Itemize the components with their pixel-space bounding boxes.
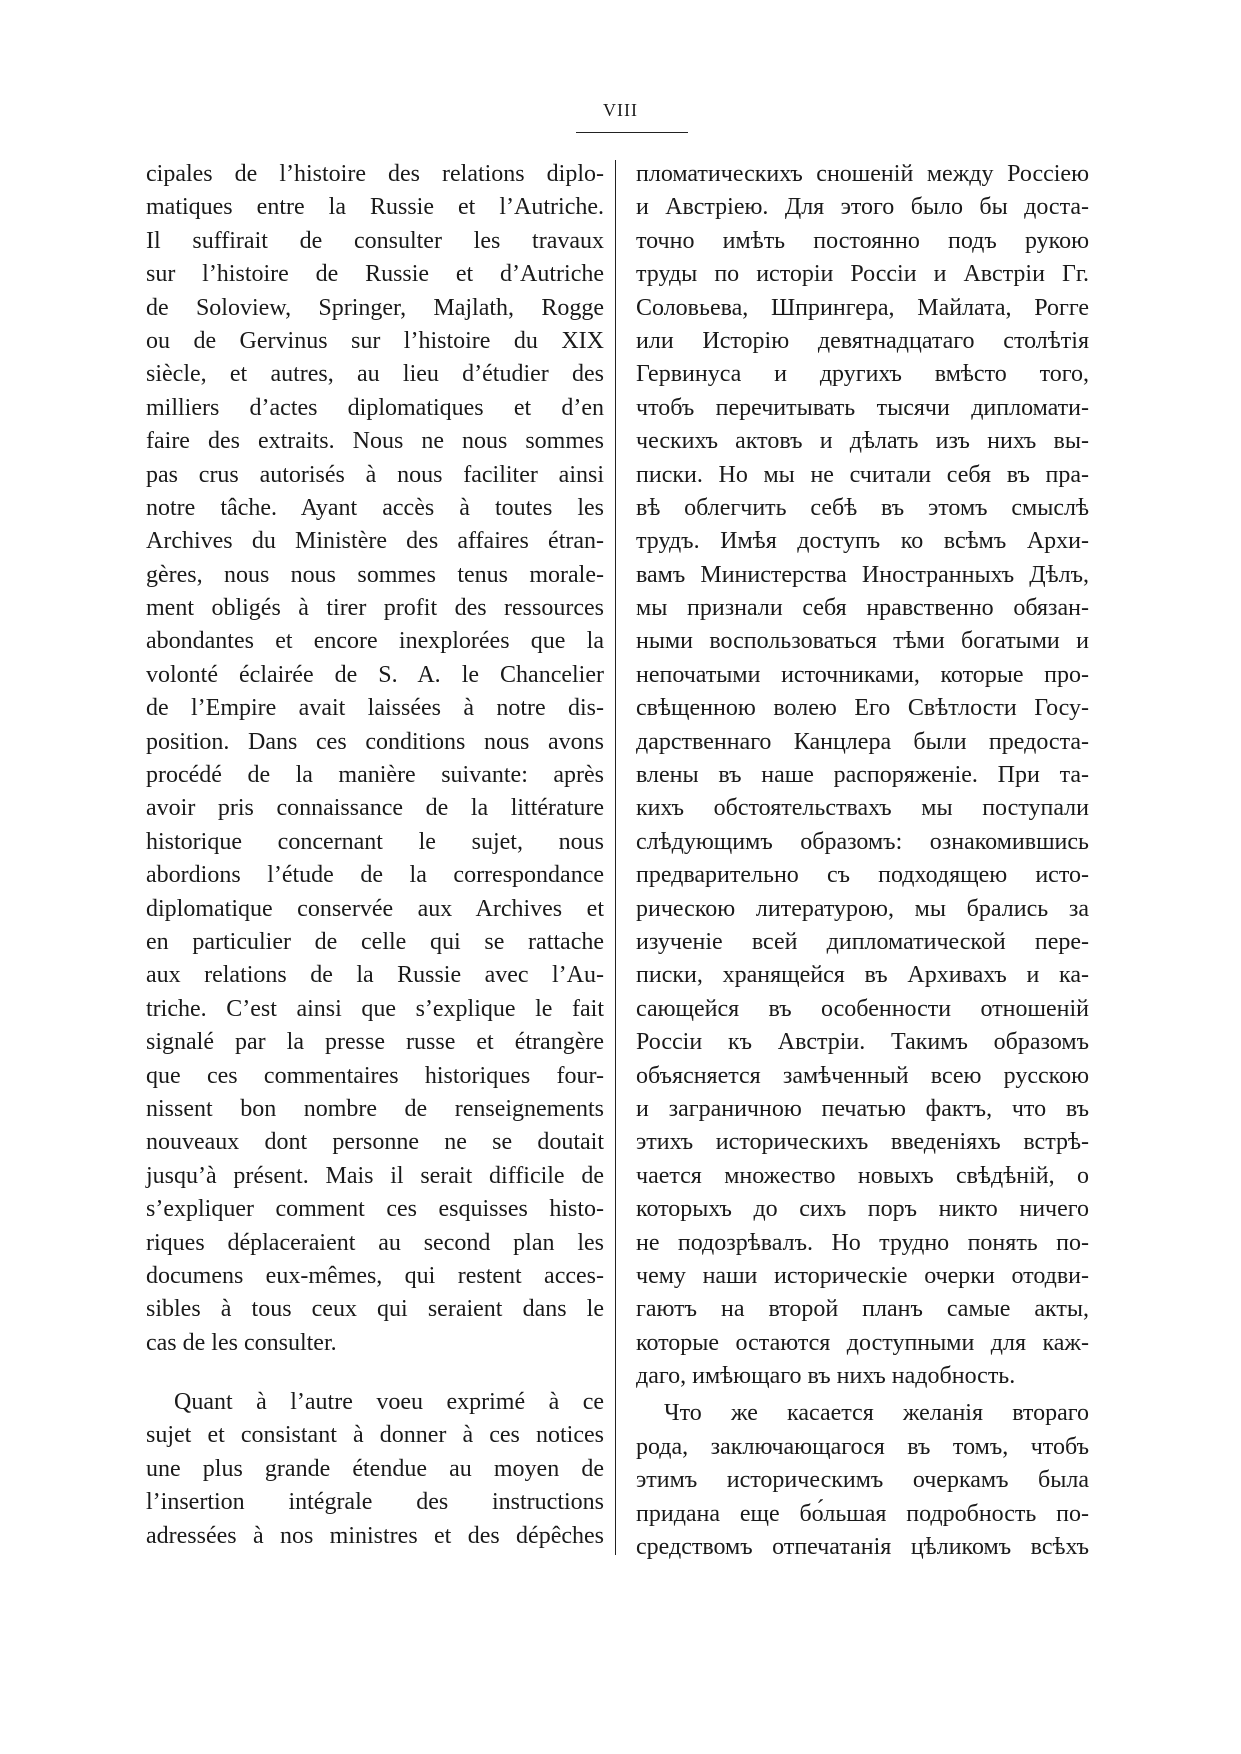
text-line: влены въ наше распоряженіе. При та-: [636, 762, 1089, 789]
text-line: дарственнаго Канцлера были предоста-: [636, 728, 1089, 755]
text-line: точно имѣть постоянно подъ рукою: [636, 227, 1089, 254]
text-line: вамъ Министерства Иностранныхъ Дѣлъ,: [636, 561, 1089, 588]
text-line: Archives du Ministère des affaires étran-: [146, 528, 604, 555]
text-line: procédé de la manière suivante: après: [146, 762, 604, 789]
text-line: трудъ. Имѣя доступъ ко всѣмъ Архи-: [636, 528, 1089, 555]
text-line: avoir pris connaissance de la littérature: [146, 795, 604, 822]
text-line: ческихъ актовъ и дѣлать изъ нихъ вы-: [636, 428, 1089, 455]
text-line: ou de Gervinus sur l’histoire du XIX: [146, 327, 604, 354]
text-line: sur l’histoire de Russie et d’Autriche: [146, 261, 604, 288]
text-line: и заграничною печатью фактъ, что въ: [636, 1095, 1089, 1122]
text-line: чему наши историческіе очерки отодви-: [636, 1262, 1089, 1289]
text-line: этихъ историческихъ введеніяхъ встрѣ-: [636, 1129, 1089, 1156]
text-line: кихъ обстоятельствахъ мы поступали: [636, 795, 1089, 822]
text-line: milliers d’actes diplomatiques et d’en: [146, 394, 604, 421]
text-line: писки, хранящейся въ Архивахъ и ка-: [636, 962, 1089, 989]
text-line: nissent bon nombre de renseignements: [146, 1095, 604, 1122]
text-line: даго, имѣющаго въ нихъ надобность.: [636, 1363, 1016, 1390]
paragraph-gap: [146, 1360, 604, 1386]
text-line: sibles à tous ceux qui seraient dans le: [146, 1296, 604, 1323]
text-line: которыхъ до сихъ поръ никто ничего: [636, 1196, 1089, 1223]
text-line: adressées à nos ministres et des dépêches: [146, 1522, 604, 1549]
left-paragraph-2: [146, 1386, 604, 1553]
text-line: diplomatique conservée aux Archives et: [146, 895, 604, 922]
text-line: pas crus autorisés à nous faciliter ainsi: [146, 461, 604, 488]
text-line: чается множество новыхъ свѣдѣній, о: [636, 1162, 1089, 1189]
text-line: volonté éclairée de S. A. le Chancelier: [146, 661, 604, 688]
column-divider: [615, 160, 616, 1555]
text-line: siècle, et autres, au lieu d’étudier des: [146, 361, 604, 388]
text-line: signalé par la presse russe et étrangère: [146, 1029, 604, 1056]
text-line: gères, nous nous sommes tenus morale-: [146, 561, 604, 588]
text-line: гаютъ на второй планъ самые акты,: [636, 1296, 1089, 1323]
right-paragraph-2: [636, 1397, 1089, 1564]
text-line: которые остаются доступными для каж-: [636, 1329, 1089, 1356]
text-line: слѣдующимъ образомъ: ознакомившись: [636, 828, 1089, 855]
text-line: вѣ облегчить себѣ въ этомъ смыслѣ: [636, 494, 1089, 521]
text-line: и Австріею. Для этого было бы доста-: [636, 194, 1089, 221]
text-line: объясняется замѣченный всею русскою: [636, 1062, 1089, 1089]
text-line: en particulier de celle qui se rattache: [146, 928, 604, 955]
text-line: Il suffirait de consulter les travaux: [146, 227, 604, 254]
text-line: aux relations de la Russie avec l’Au-: [146, 962, 604, 989]
text-line: une plus grande étendue au moyen de: [146, 1455, 604, 1482]
left-paragraph-1: [146, 158, 604, 1360]
text-line: этимъ историческимъ очеркамъ была: [636, 1467, 1089, 1494]
text-line: abordions l’étude de la correspondance: [146, 862, 604, 889]
text-line: notre tâche. Ayant accès à toutes les: [146, 494, 604, 521]
text-line: de l’Empire avait laissées à notre dis-: [146, 695, 604, 722]
text-line: изученіе всей дипломатической пере-: [636, 928, 1089, 955]
text-line: писки. Но мы не считали себя въ пра-: [636, 461, 1089, 488]
text-line: Quant à l’autre voeu exprimé à ce: [174, 1389, 604, 1416]
text-line: que ces commentaires historiques four-: [146, 1062, 604, 1089]
text-line: рическою литературою, мы брались за: [636, 895, 1089, 922]
text-line: sujet et consistant à donner à ces notices: [146, 1422, 604, 1449]
header-rule: [576, 132, 688, 133]
text-line: historique concernant le sujet, nous: [146, 828, 604, 855]
left-column-french: [146, 158, 604, 1553]
text-line: чтобъ перечитывать тысячи дипломати-: [636, 394, 1089, 421]
text-line: Гервинуса и другихъ вмѣсто того,: [636, 361, 1089, 388]
text-line: nouveaux dont personne ne se doutait: [146, 1129, 604, 1156]
text-line: s’expliquer comment ces esquisses histo-: [146, 1196, 604, 1223]
right-column-russian: [636, 158, 1089, 1564]
text-line: средствомъ отпечатанія цѣликомъ всѣхъ: [636, 1534, 1089, 1561]
text-line: или Исторію девятнадцатаго столѣтія: [636, 327, 1089, 354]
text-line: triche. C’est ainsi que s’explique le fait: [146, 995, 604, 1022]
text-line: ment obligés à tirer profit des ressources: [146, 595, 604, 622]
text-line: свѣщенною волею Его Свѣтлости Госу-: [636, 695, 1089, 722]
text-line: cas de les consulter.: [146, 1329, 337, 1356]
text-line: jusqu’à présent. Mais il serait difficile de: [146, 1162, 604, 1189]
text-line: пломатическихъ сношеній между Россіею: [636, 161, 1089, 187]
text-line: l’insertion intégrale des instructions: [146, 1489, 604, 1516]
page-number: VIII: [603, 100, 638, 120]
text-line: сающейся въ особенности отношеній: [636, 995, 1089, 1022]
text-line: придана еще бо́льшая подробность по-: [636, 1500, 1089, 1527]
text-line: abondantes et encore inexplorées que la: [146, 628, 604, 655]
text-line: Россіи къ Австріи. Такимъ образомъ: [636, 1029, 1089, 1056]
text-line: труды по исторіи Россіи и Австріи Гг.: [636, 261, 1089, 288]
text-line: Что же касается желанія втораго: [664, 1400, 1089, 1427]
text-line: рода, заключающагося въ томъ, чтобъ: [636, 1433, 1089, 1460]
text-line: riques déplaceraient au second plan les: [146, 1229, 604, 1256]
text-line: не подозрѣвалъ. Но трудно понять по-: [636, 1229, 1089, 1256]
text-line: Соловьева, Шпрингера, Майлата, Рогге: [636, 294, 1089, 321]
text-line: documens eux-mêmes, qui restent acces-: [146, 1262, 604, 1289]
text-line: непочатыми источниками, которые про-: [636, 661, 1089, 688]
text-line: предварительно съ подходящею исто-: [636, 862, 1089, 889]
text-line: matiques entre la Russie et l’Autriche.: [146, 194, 604, 221]
text-line: мы признали себя нравственно обязан-: [636, 595, 1089, 622]
text-line: cipales de l’histoire des relations diplo-: [146, 161, 604, 187]
text-line: faire des extraits. Nous ne nous sommes: [146, 428, 604, 455]
right-paragraph-1: [636, 158, 1089, 1393]
text-line: position. Dans ces conditions nous avons: [146, 728, 604, 755]
text-line: ными воспользоваться тѣми богатыми и: [636, 628, 1089, 655]
text-line: de Soloview, Springer, Majlath, Rogge: [146, 294, 604, 321]
